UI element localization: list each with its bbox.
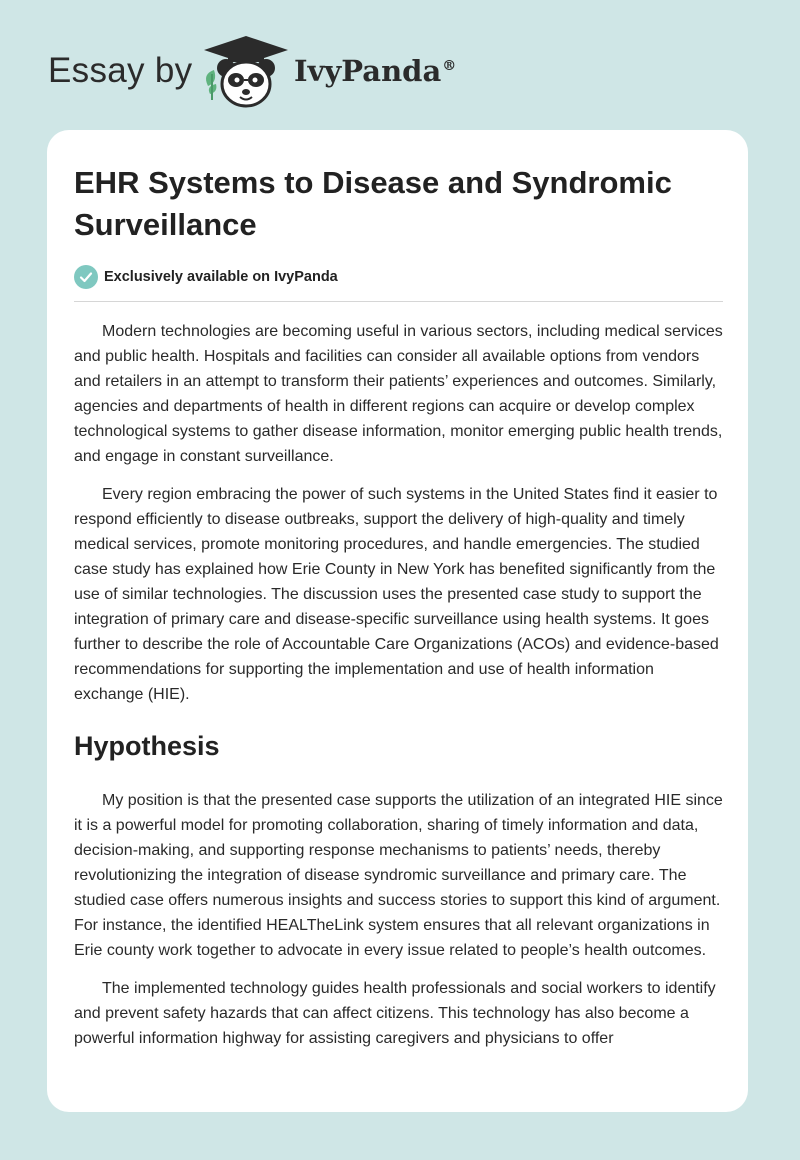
divider bbox=[74, 301, 723, 302]
check-icon bbox=[74, 265, 98, 289]
badge-text: Exclusively available on IvyPanda bbox=[104, 269, 338, 285]
paragraph: The implemented technology guides health professionals and social workers to identify and prevent safety hazards that can affect citizens. This technology has also become a powerful information highway for assisting caregivers and physicians to offer bbox=[74, 980, 716, 1047]
brand-name[interactable]: IvyPanda® bbox=[294, 54, 457, 88]
registered-mark: ® bbox=[442, 58, 457, 75]
panda-logo-icon[interactable] bbox=[200, 34, 292, 110]
site-header bbox=[0, 0, 800, 130]
section-heading: Hypothesis bbox=[74, 731, 220, 761]
essay-content bbox=[74, 162, 724, 1051]
paragraph: My position is that the presented case supports the utilization of an integrated HIE since it is a powerful model for promoting collaboration, sharing of timely information and data, decision-making, and supporting response mechanisms to patients’ needs, thereby revolutionizing the integration of disease syndromic surveillance and primary care. The studied case offers numerous insights and success stories to support this kind of argument. For instance, the identified HEALTheLink system ensures that all relevant organizations in Erie county work together to advocate in every issue related to people’s health outcomes. bbox=[74, 792, 723, 959]
essay-title: EHR Systems to Disease and Syndromic Surveillance bbox=[74, 165, 672, 242]
exclusive-badge bbox=[74, 264, 724, 290]
paragraph: Modern technologies are becoming useful in various sectors, including medical services and public health. Hospitals and facilities can consider all available options from vendors and retailers in an attempt to transform their patients’ experiences and outcomes. Similarly, agencies and departments of health in different regions can acquire or develop complex technological systems to gather disease information, monitor emerging public health trends, and engage in constant surveillance. bbox=[74, 323, 723, 465]
essay-card bbox=[47, 130, 748, 1112]
brand-prefix: Essay by bbox=[48, 51, 193, 90]
paragraph: Every region embracing the power of such systems in the United States find it easier to respond efficiently to disease outbreaks, support the delivery of high-quality and timely medical services, promote monitoring procedures, and handle emergencies. The studied case study has explained how Erie County in New York has benefited significantly from the use of similar technologies. The discussion uses the presented case study to support the integration of primary care and disease-specific surveillance using health systems. It goes further to describe the role of Accountable Care Organizations (ACOs) and evidence-based recommendations for supporting the implementation and use of health information exchange (HIE). bbox=[74, 486, 719, 703]
